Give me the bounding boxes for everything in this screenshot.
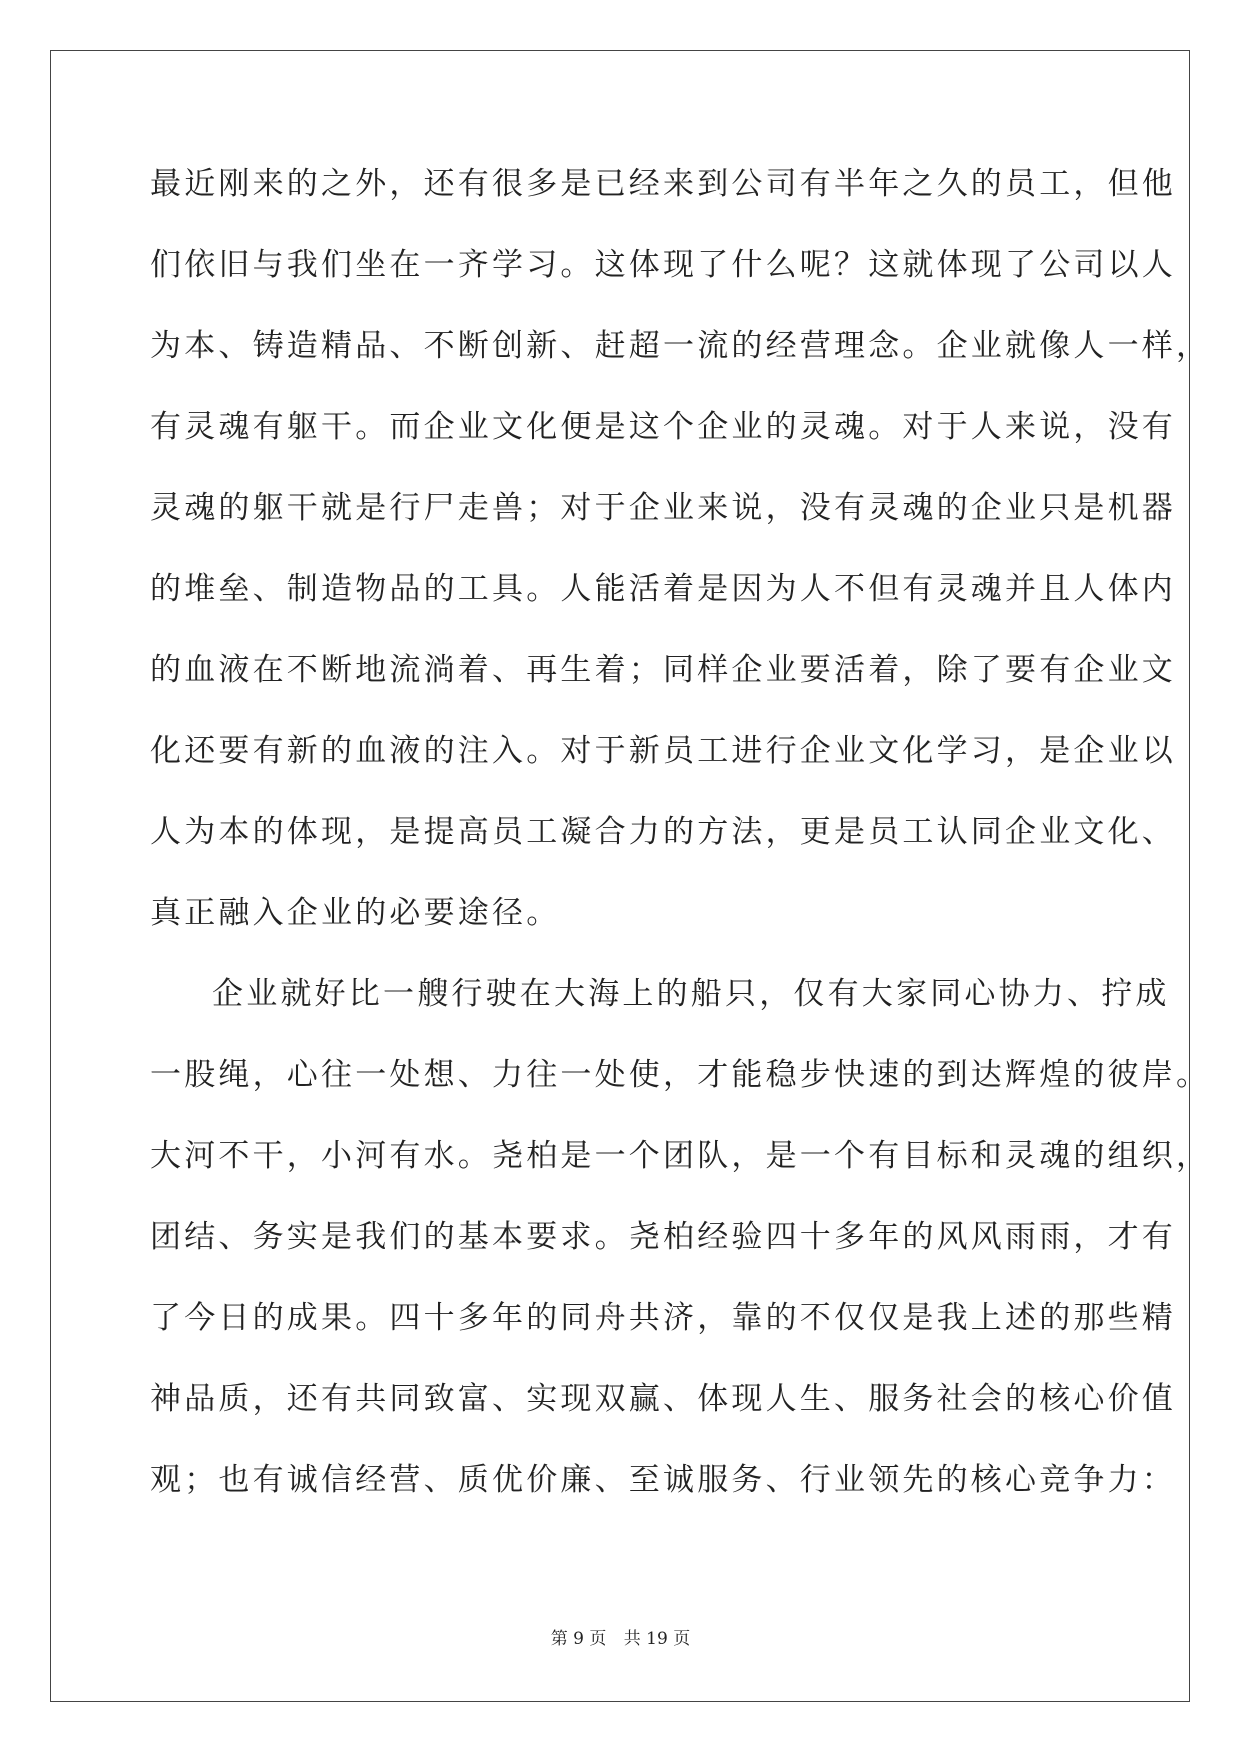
- text-line: 的堆垒、制造物品的工具。人能活着是因为人不但有灵魂并且人体内: [150, 571, 1176, 607]
- text-line: 观；也有诚信经营、质优价廉、至诚服务、行业领先的核心竞争力：: [150, 1462, 1176, 1498]
- text-line: 了今日的成果。四十多年的同舟共济，靠的不仅仅是我上述的那些精: [150, 1300, 1176, 1336]
- body-text: [150, 162, 1211, 1539]
- text-line: 真正融入企业的必要途径。: [150, 895, 561, 931]
- page-number: 第 9 页: [550, 1629, 607, 1649]
- text-line: 们依旧与我们坐在一齐学习。这体现了什么呢？这就体现了公司以人: [150, 247, 1176, 283]
- text-line: 灵魂的躯干就是行尸走兽；对于企业来说，没有灵魂的企业只是机器: [150, 490, 1176, 526]
- text-line: 化还要有新的血液的注入。对于新员工进行企业文化学习，是企业以: [150, 733, 1176, 769]
- text-line: 人为本的体现，是提高员工凝合力的方法，更是员工认同企业文化、: [150, 814, 1176, 850]
- total-pages: 共 19 页: [623, 1629, 691, 1649]
- text-line: 一股绳，心往一处想、力往一处使，才能稳步快速的到达辉煌的彼岸。: [150, 1057, 1211, 1093]
- text-line: 大河不干，小河有水。尧柏是一个团队，是一个有目标和灵魂的组织，: [150, 1138, 1211, 1174]
- text-line: 有灵魂有躯干。而企业文化便是这个企业的灵魂。对于人来说，没有: [150, 409, 1176, 445]
- text-line: 的血液在不断地流淌着、再生着；同样企业要活着，除了要有企业文: [150, 652, 1176, 688]
- text-line: 为本、铸造精品、不断创新、赶超一流的经营理念。企业就像人一样，: [150, 328, 1211, 364]
- text-line: 最近刚来的之外，还有很多是已经来到公司有半年之久的员工，但他: [150, 166, 1176, 202]
- text-line: 神品质，还有共同致富、实现双赢、体现人生、服务社会的核心价值: [150, 1381, 1176, 1417]
- text-line: 团结、务实是我们的基本要求。尧柏经验四十多年的风风雨雨，才有: [150, 1219, 1176, 1255]
- text-line: 企业就好比一艘行驶在大海上的船只，仅有大家同心协力、拧成: [212, 976, 1170, 1012]
- page-footer: [0, 1624, 1241, 1649]
